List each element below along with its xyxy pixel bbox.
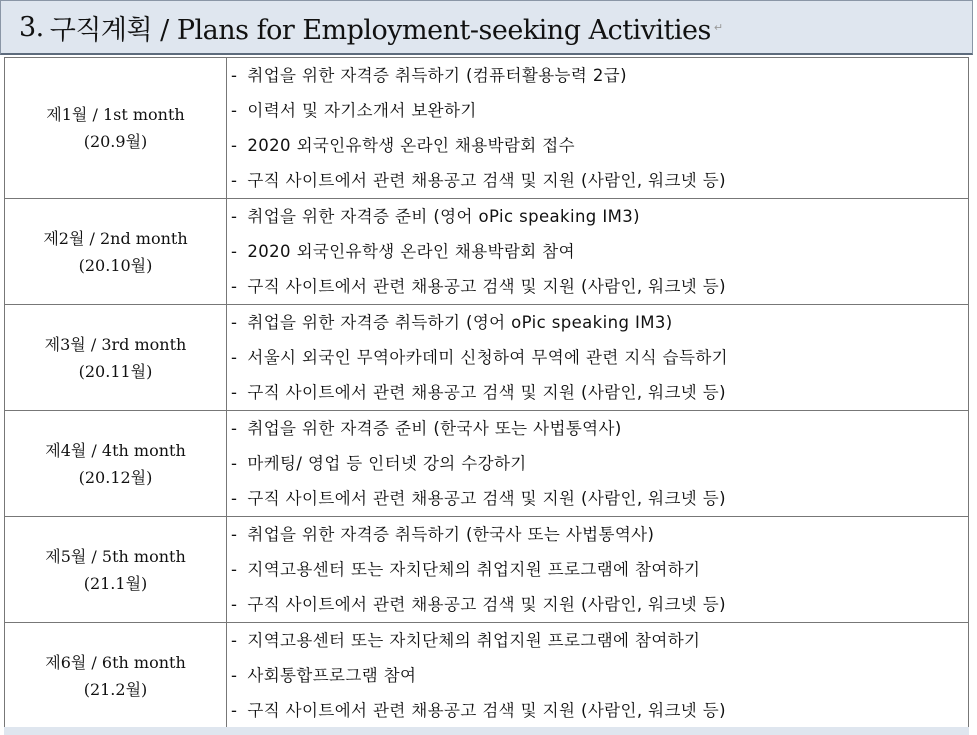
task-item [231, 269, 968, 304]
month-row [5, 517, 969, 623]
dash-bullet: - [231, 560, 238, 579]
task-item [231, 517, 968, 552]
tasks-cell [227, 517, 969, 623]
month-cell [5, 199, 227, 305]
month-cell [5, 517, 227, 623]
task-text: 구직 사이트에서 관련 채용공고 검색 및 지원 (사람인, 워크넷 등) [247, 595, 726, 614]
month-label: 제5월 / 5th month [45, 546, 186, 566]
month-row [5, 58, 969, 199]
month-row [5, 623, 969, 729]
task-item [231, 411, 968, 446]
month-row [5, 199, 969, 305]
task-text: 지역고용센터 또는 자치단체의 취업지원 프로그램에 참여하기 [247, 631, 701, 650]
month-period: (20.10월) [78, 255, 153, 275]
month-label: 제2월 / 2nd month [43, 228, 188, 248]
task-text: 구직 사이트에서 관련 채용공고 검색 및 지원 (사람인, 워크넷 등) [247, 383, 726, 402]
task-text: 이력서 및 자기소개서 보완하기 [247, 101, 477, 120]
task-text: 취업을 위한 자격증 취득하기 (한국사 또는 사법통역사) [247, 525, 655, 544]
month-label: 제4월 / 4th month [45, 440, 186, 460]
month-cell [5, 411, 227, 517]
month-cell [5, 623, 227, 729]
month-period: (20.11월) [78, 361, 153, 381]
dash-bullet: - [231, 313, 238, 332]
task-text: 2020 외국인유학생 온라인 채용박람회 접수 [247, 136, 575, 155]
task-text: 2020 외국인유학생 온라인 채용박람회 참여 [247, 242, 575, 261]
task-item [231, 446, 968, 481]
dash-bullet: - [231, 595, 238, 614]
task-item [231, 93, 968, 128]
tasks-cell [227, 305, 969, 411]
dash-bullet: - [231, 171, 238, 190]
month-cell [5, 58, 227, 199]
dash-bullet: - [231, 525, 238, 544]
month-cell [5, 305, 227, 411]
plan-table [4, 57, 969, 729]
task-item [231, 128, 968, 163]
task-text: 구직 사이트에서 관련 채용공고 검색 및 지원 (사람인, 워크넷 등) [247, 489, 726, 508]
month-period: (21.2월) [83, 679, 148, 699]
task-item [231, 340, 968, 375]
task-item [231, 623, 968, 658]
task-item [231, 658, 968, 693]
month-row [5, 305, 969, 411]
dash-bullet: - [231, 666, 238, 685]
dash-bullet: - [231, 277, 238, 296]
section-title: 구직계획 / Plans for Employment-seeking Activities [49, 14, 711, 46]
dash-bullet: - [231, 631, 238, 650]
task-item [231, 481, 968, 516]
task-item [231, 693, 968, 728]
dash-bullet: - [231, 383, 238, 402]
task-text: 사회통합프로그램 참여 [247, 666, 417, 685]
task-text: 지역고용센터 또는 자치단체의 취업지원 프로그램에 참여하기 [247, 560, 701, 579]
dash-bullet: - [231, 454, 238, 473]
dash-bullet: - [231, 701, 238, 720]
month-label: 제3월 / 3rd month [44, 334, 187, 354]
task-item [231, 305, 968, 340]
task-item [231, 375, 968, 410]
paragraph-mark: ↵ [713, 20, 723, 34]
dash-bullet: - [231, 348, 238, 367]
tasks-cell [227, 623, 969, 729]
tasks-cell [227, 199, 969, 305]
dash-bullet: - [231, 242, 238, 261]
task-text: 구직 사이트에서 관련 채용공고 검색 및 지원 (사람인, 워크넷 등) [247, 701, 726, 720]
task-text: 취업을 위한 자격증 준비 (영어 oPic speaking IM3) [247, 207, 640, 226]
tasks-cell [227, 411, 969, 517]
month-label: 제6월 / 6th month [45, 652, 186, 672]
task-text: 취업을 위한 자격증 취득하기 (영어 oPic speaking IM3) [247, 313, 673, 332]
task-item [231, 552, 968, 587]
task-item [231, 58, 968, 93]
task-text: 구직 사이트에서 관련 채용공고 검색 및 지원 (사람인, 워크넷 등) [247, 277, 726, 296]
task-text: 구직 사이트에서 관련 채용공고 검색 및 지원 (사람인, 워크넷 등) [247, 171, 726, 190]
task-text: 취업을 위한 자격증 취득하기 (컴퓨터활용능력 2급) [247, 66, 627, 85]
dash-bullet: - [231, 136, 238, 155]
dash-bullet: - [231, 419, 238, 438]
dash-bullet: - [231, 489, 238, 508]
task-item [231, 234, 968, 269]
month-period: (21.1월) [83, 573, 148, 593]
month-label: 제1월 / 1st month [46, 105, 185, 124]
task-item [231, 163, 968, 198]
task-item [231, 199, 968, 234]
task-item [231, 587, 968, 622]
task-text: 마케팅/ 영업 등 인터넷 강의 수강하기 [247, 454, 527, 473]
dash-bullet: - [231, 101, 238, 120]
section-number: 3. [19, 11, 44, 43]
month-row [5, 411, 969, 517]
task-text: 취업을 위한 자격증 준비 (한국사 또는 사법통역사) [247, 419, 622, 438]
month-period: (20.9월) [83, 132, 148, 151]
dash-bullet: - [231, 66, 238, 85]
table-bottom-bar [4, 727, 969, 735]
tasks-cell [227, 58, 969, 199]
dash-bullet: - [231, 207, 238, 226]
task-text: 서울시 외국인 무역아카데미 신청하여 무역에 관련 지식 습득하기 [247, 348, 729, 367]
section-header [0, 0, 973, 55]
month-period: (20.12월) [78, 467, 153, 487]
